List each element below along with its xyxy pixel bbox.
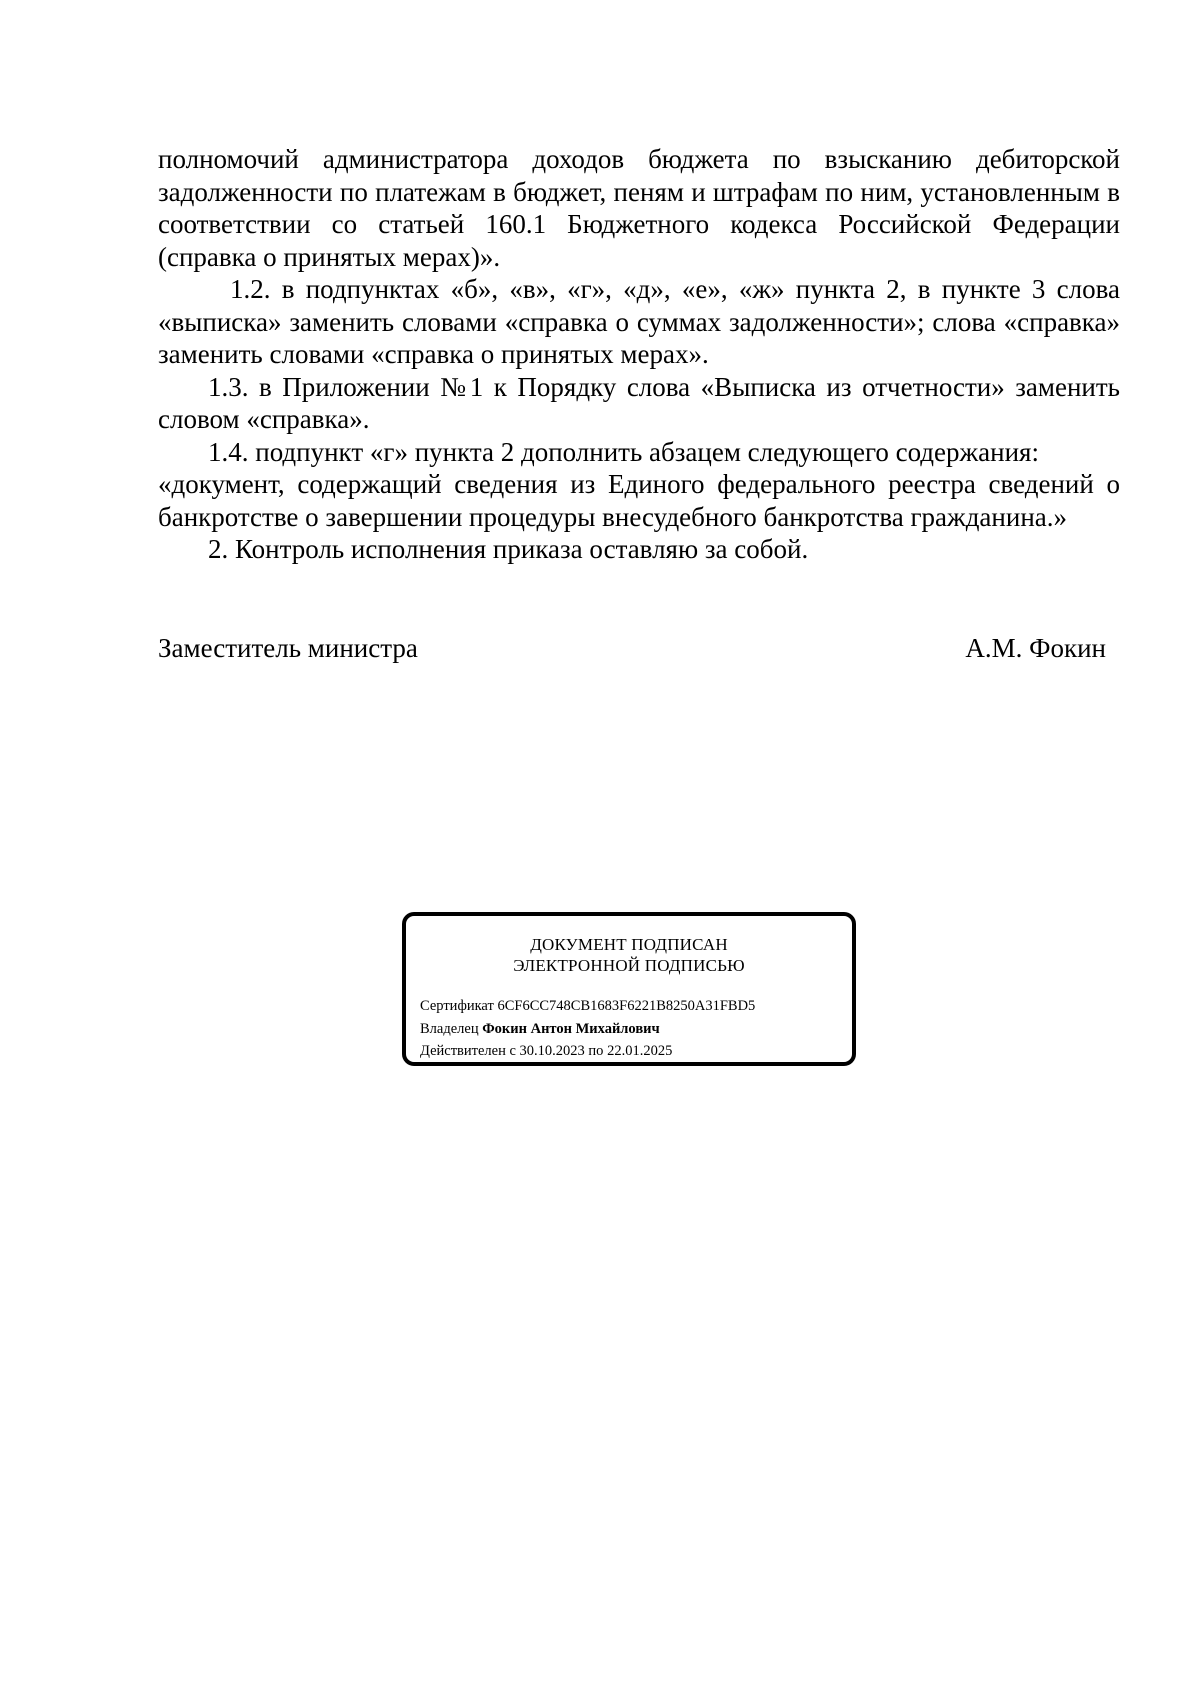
stamp-title-line-2: ЭЛЕКТРОННОЙ ПОДПИСЬЮ <box>513 956 745 975</box>
signature-block <box>158 632 1106 664</box>
owner-value: Фокин Антон Михайлович <box>482 1020 660 1037</box>
paragraph-continuation: полномочий администратора доходов бюджета по взысканию дебиторской задолженности по платежам в бюджет, пеням и штрафам по ним, установленным в соответствии со статьей 160.1 Бюджетного кодекса Российской Федерации (справка о принятых мерах)». <box>158 144 1120 272</box>
document-body <box>158 143 1120 566</box>
stamp-details <box>420 995 755 1063</box>
certificate-value: 6CF6CC748CB1683F6221B8250A31FBD5 <box>497 998 756 1014</box>
stamp-title <box>406 934 852 976</box>
owner-label: Владелец <box>420 1020 479 1037</box>
stamp-owner-line <box>420 1018 755 1041</box>
valid-from-date: 30.10.2023 <box>519 1043 585 1059</box>
paragraph-quote: «документ, содержащий сведения из Единого федерального реестра сведений о банкротстве о завершении процедуры внесудебного банкротства гражданина.» <box>158 469 1120 532</box>
stamp-validity-line <box>420 1040 755 1063</box>
valid-to-date: 22.01.2025 <box>607 1043 673 1059</box>
paragraph-1-3: 1.3. в Приложении №1 к Порядку слова «Выписка из отчетности» заменить словом «справка». <box>158 371 1120 434</box>
signatory-name: А.М. Фокин <box>965 633 1106 663</box>
certificate-label: Сертификат <box>420 998 494 1014</box>
paragraph-1-2: 1.2. в подпунктах «б», «в», «г», «д», «е», «ж» пункта 2, в пункте 3 слова «выписка» заменить словами «справка о суммах задолженности»; слова «справка» заменить словами «справка о принятых мерах». <box>158 274 1120 369</box>
electronic-signature-stamp <box>402 912 856 1066</box>
valid-to-label: по <box>588 1043 604 1059</box>
stamp-title-line-1: ДОКУМЕНТ ПОДПИСАН <box>530 935 728 954</box>
signatory-position: Заместитель министра <box>158 633 418 663</box>
stamp-certificate-line <box>420 995 755 1018</box>
valid-from-label: с <box>509 1043 516 1059</box>
paragraph-2: 2. Контроль исполнения приказа оставляю за собой. <box>208 534 809 564</box>
paragraph-1-4: 1.4. подпункт «г» пункта 2 дополнить абзацем следующего содержания: <box>208 436 1039 467</box>
valid-label: Действителен <box>420 1043 506 1059</box>
